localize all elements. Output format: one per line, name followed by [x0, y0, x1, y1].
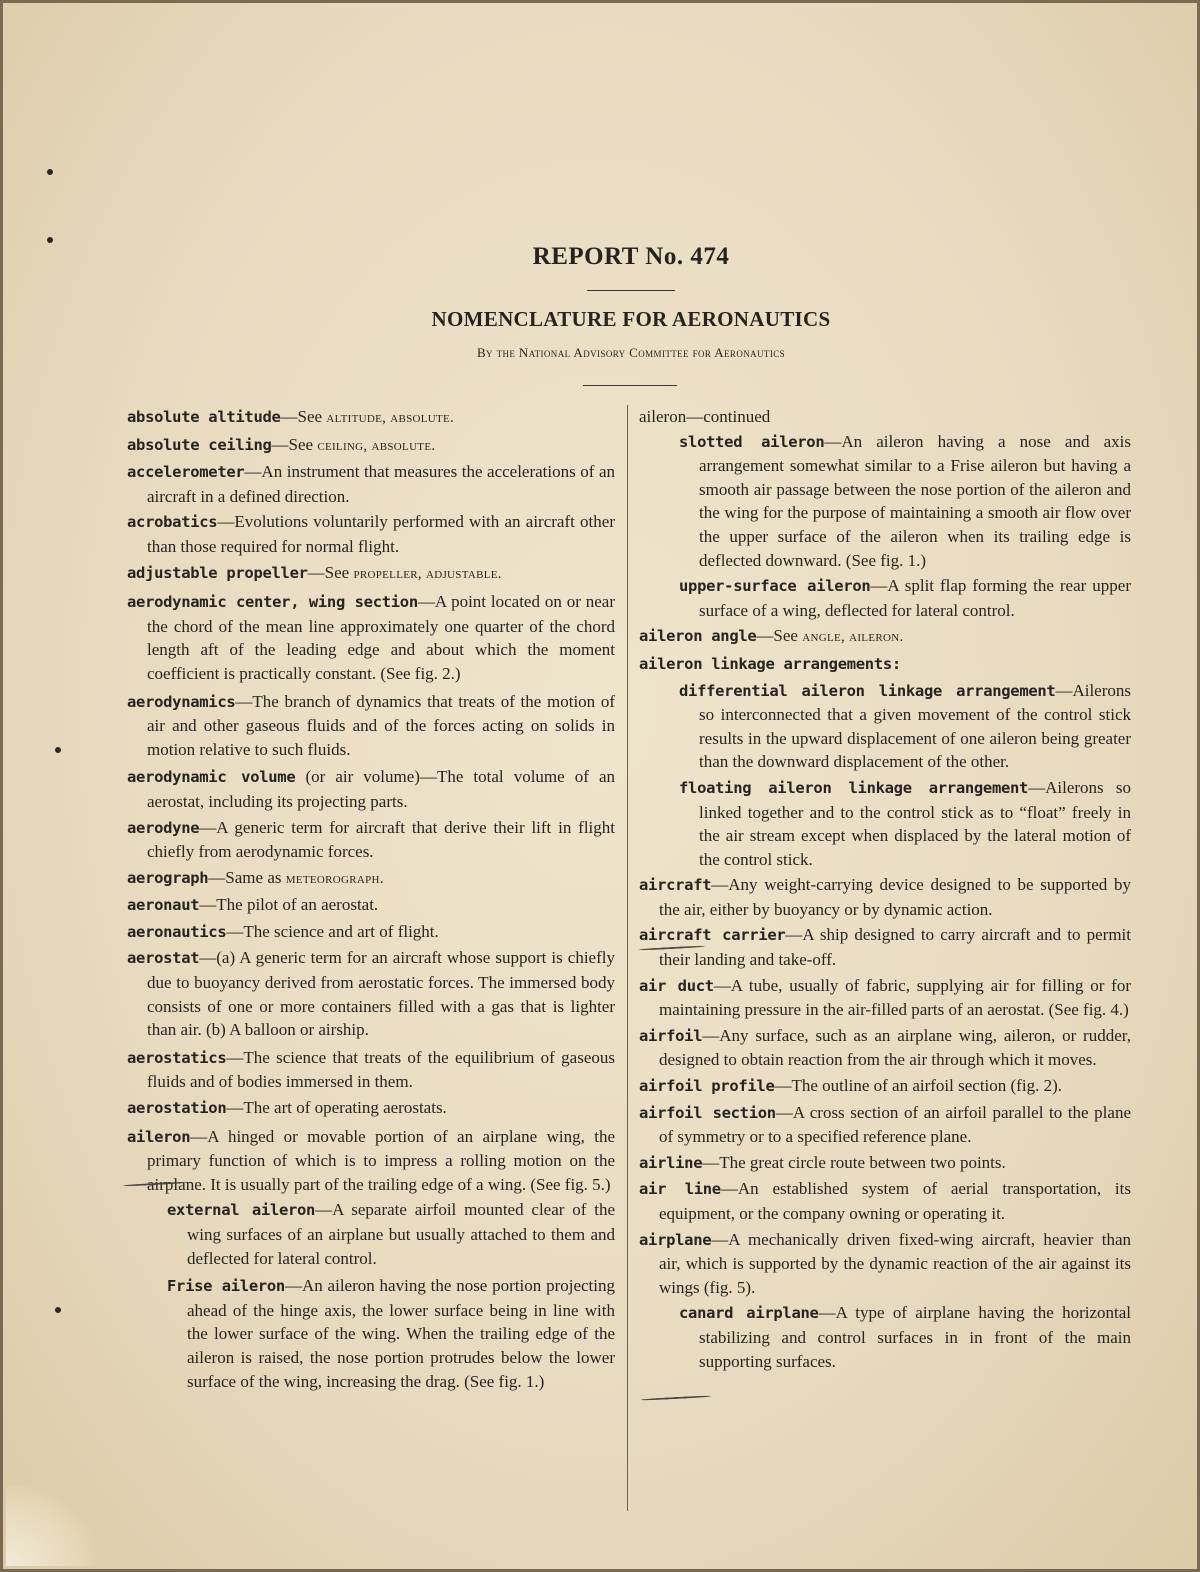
glossary-entry: absolute ceiling—See ceiling, absolute.	[127, 434, 436, 454]
glossary-entry: airfoil section—A cross section of an airfoil parallel to the plane of symmetry or to a specified reference plane.	[639, 1102, 1131, 1147]
right-column	[639, 405, 1131, 1375]
entry-term: aileron angle	[639, 627, 757, 646]
title-rule	[587, 290, 675, 291]
pencil-underline-mark	[641, 1395, 711, 1401]
glossary-entry: aerograph—Same as meteorograph.	[127, 867, 384, 887]
glossary-entry: aeronautics—The science and art of flight.	[127, 921, 439, 941]
glossary-entry: acrobatics—Evolutions voluntarily performed with an aircraft other than those required for normal flight.	[127, 512, 615, 556]
byline-rule	[583, 385, 677, 386]
byline: By the National Advisory Committee for Aeronautics	[476, 345, 786, 360]
entry-term: slotted aileron	[679, 432, 825, 451]
entry-term: external aileron	[167, 1201, 316, 1220]
glossary-entry: aircraft—Any weight-carrying device designed to be supported by the air, either by buoyancy or by dynamic action.	[639, 875, 1131, 919]
glossary-entry: aerodynamic center, wing section—A point located on or near the chord of the mean line approximately one quarter of the chord length aft of the leading edge and about which the moment coefficient is practically constant. (See fig. 2.)	[127, 592, 615, 683]
column-divider	[627, 405, 628, 1511]
glossary-entry: aerodynamics—The branch of dynamics that treats of the motion of air and other gaseous fluids and of the forces acting on solids in motion relative to such fluids.	[127, 691, 615, 759]
entry-term: aerostatics	[127, 1048, 227, 1067]
entry-term: acrobatics	[127, 513, 218, 532]
entry-term: aircraft	[639, 876, 712, 895]
glossary-entry: airline—The great circle route between two points.	[639, 1152, 1006, 1172]
entry-term: adjustable propeller	[127, 563, 308, 582]
entry-term: canard airplane	[679, 1304, 819, 1323]
entry-term: aerodynamics	[127, 692, 236, 711]
entry-term: airfoil section	[639, 1103, 776, 1122]
glossary-subentry: canard airplane—A type of airplane having the horizontal stabilizing and control surfaces in in front of the main supporting surfaces.	[679, 1303, 1131, 1371]
glossary-entry: aileron—A hinged or movable portion of an airplane wing, the primary function of which is to impress a rolling motion on the airplane. It is usually part of the trailing edge of a wing. (See fig. 5.)	[127, 1126, 615, 1194]
glossary-subentry: Frise aileron—An aileron having the nose portion projecting ahead of the hinge axis, the lower surface being in line with the lower surface of the wing. When the trailing edge of the aileron is raised, the nose portion protrudes below the lower surface of the wing, increasing the drag. (See fig. 1.)	[167, 1276, 615, 1391]
glossary-entry: absolute altitude—See altitude, absolute.	[127, 407, 455, 426]
entry-term: upper-surface aileron	[679, 577, 871, 596]
report-number: REPORT No. 474	[532, 243, 730, 270]
entry-term: airfoil	[639, 1026, 703, 1045]
entry-term: differential aileron linkage arrangement	[679, 681, 1056, 700]
entry-term: air line	[639, 1180, 721, 1199]
entry-term: absolute ceiling	[127, 435, 272, 454]
entry-term: aeronaut	[127, 896, 200, 915]
glossary-subentry: external aileron—A separate airfoil mounted clear of the wing surfaces of an airplane but usually attached to them and deflected for lateral control.	[167, 1200, 615, 1268]
glossary-entry: adjustable propeller—See propeller, adjustable.	[127, 562, 502, 582]
glossary-entry: aileron angle—See angle, aileron.	[639, 626, 904, 646]
entry-term: accelerometer	[127, 463, 245, 482]
entry-term: aileron linkage arrangements:	[639, 654, 901, 673]
glossary-entry: aircraft carrier—A ship designed to carry aircraft and to permit their landing and take-off.	[639, 925, 1131, 970]
entry-term: aerostation	[127, 1099, 227, 1118]
entry-term: airplane	[639, 1230, 712, 1249]
entry-term: absolute altitude	[127, 408, 281, 426]
entry-term: air duct	[639, 976, 714, 995]
entry-term: floating aileron linkage arrangement	[679, 778, 1029, 797]
entry-term: Frise aileron	[167, 1277, 285, 1296]
entry-term: aerograph	[127, 868, 209, 887]
entry-term: airfoil profile	[639, 1077, 775, 1096]
binding-hole	[55, 747, 61, 753]
glossary-entry: aerodynamic volume (or air volume)—The total volume of an aerostat, including its projecting parts.	[127, 767, 616, 811]
glossary-subentry: floating aileron linkage arrangement—Ailerons so linked together and to the control stick as to “float” freely in the air stream except when displaced by the lateral motion of the control stick.	[679, 777, 1131, 869]
glossary-subentry: differential aileron linkage arrangement—Ailerons so interconnected that a given movement of the control stick results in the upward displacement of one aileron being greater than the downward displacement of the other.	[679, 680, 1131, 772]
glossary-entry: air duct—A tube, usually of fabric, supplying air for filling or for maintaining pressure in the air-filled parts of an aerostat. (See fig. 4.)	[639, 975, 1131, 1020]
entry-term: aircraft carrier	[639, 926, 786, 945]
entry-term: aerodyne	[127, 818, 200, 837]
glossary-entry: airfoil profile—The outline of an airfoil section (fig. 2).	[639, 1076, 1062, 1096]
entry-term: airline	[639, 1153, 703, 1172]
worn-corner	[6, 1486, 96, 1566]
glossary-entry: aerostat—(a) A generic term for an aircraft whose support is chiefly due to buoyancy derived from aerostatic forces. The immersed body consists of one or more containers filled with a gas that is lighter than air. (b) A balloon or airship.	[127, 948, 615, 1040]
glossary-entry: aerodyne—A generic term for aircraft that derive their lift in flight chiefly from aerodynamic forces.	[127, 817, 615, 862]
glossary-entry: air line—An established system of aerial transportation, its equipment, or the company owning or operating it.	[639, 1179, 1131, 1223]
glossary-entry: aeronaut—The pilot of an aerostat.	[127, 895, 379, 915]
glossary-entry: aerostation—The art of operating aerostats.	[127, 1098, 447, 1118]
continued-heading: aileron—continued	[639, 407, 771, 426]
document-title: NOMENCLATURE FOR AERONAUTICS	[431, 307, 831, 331]
binding-hole	[47, 169, 53, 175]
entry-term: aerodynamic volume	[127, 768, 296, 787]
glossary-entry	[639, 652, 1131, 677]
binding-hole	[55, 1307, 61, 1313]
glossary-subentry: slotted aileron—An aileron having a nose and axis arrangement somewhat similar to a Frise aileron but having a smooth air passage between the nose portion of the aileron and the wing for the purpose of maintaining a smooth air flow over the upper surface of the aileron when its trailing edge is deflected downward. (See fig. 1.)	[679, 431, 1131, 570]
entry-term: aeronautics	[127, 922, 227, 941]
glossary-entry: aerostatics—The science that treats of the equilibrium of gaseous fluids and of bodies immersed in them.	[127, 1047, 615, 1092]
glossary-entry: airfoil—Any surface, such as an airplane wing, aileron, or rudder, designed to obtain reaction from the air through which it moves.	[639, 1025, 1131, 1070]
glossary-entry: accelerometer—An instrument that measures the accelerations of an aircraft in a defined direction.	[127, 462, 615, 506]
entry-term: aerodynamic center, wing section	[127, 593, 418, 612]
left-column	[127, 405, 615, 1395]
entry-term: aileron	[127, 1127, 191, 1146]
entry-term: aerostat	[127, 949, 200, 968]
glossary-entry: airplane—A mechanically driven fixed-wing aircraft, heavier than air, which is supported by the dynamic reaction of the air against its wings (fig. 5).	[639, 1229, 1131, 1297]
glossary-subentry: upper-surface aileron—A split flap forming the rear upper surface of a wing, deflected for lateral control.	[679, 576, 1131, 620]
